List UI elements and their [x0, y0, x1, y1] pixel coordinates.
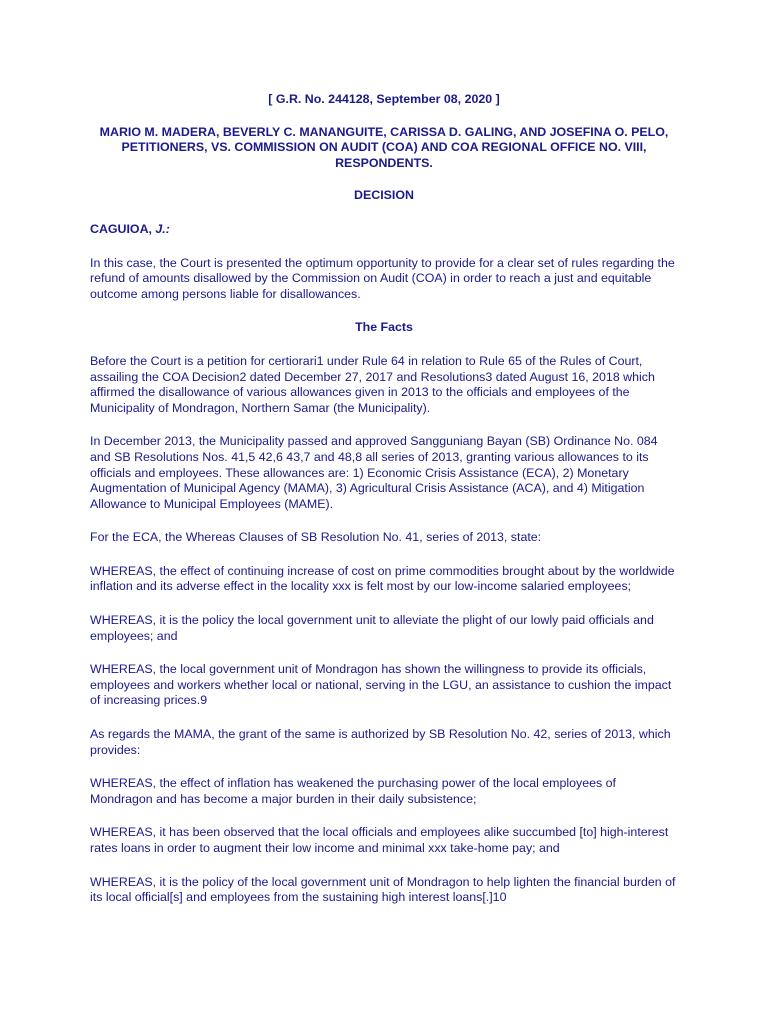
facts-heading: The Facts	[355, 320, 413, 335]
decision-heading: DECISION	[354, 188, 414, 203]
whereas-clause: WHEREAS, the local government unit of Mondragon has shown the willingness to provide its officials, employees and workers whether local or national, serving in the LGU, an assistance to cushion the impact of increasing prices.9	[90, 662, 672, 708]
ponente	[90, 222, 678, 238]
paragraph-mama-intro: As regards the MAMA, the grant of the same is authorized by SB Resolution No. 42, series of 2013, which provides:	[90, 727, 671, 757]
paragraph-eca-intro: For the ECA, the Whereas Clauses of SB Resolution No. 41, series of 2013, state:	[90, 530, 542, 545]
case-parties: MARIO M. MADERA, BEVERLY C. MANANGUITE, CARISSA D. GALING, AND JOSEFINA O. PELO, PETITIONERS, VS. COMMISSION ON AUDIT (COA) AND COA REGIONAL OFFICE NO. VIII, RESPONDENTS.	[99, 124, 669, 170]
whereas-clause: WHEREAS, it is the policy the local government unit to alleviate the plight of our lowly paid officials and employees; and	[90, 613, 654, 643]
paragraph-ordinance: In December 2013, the Municipality passed and approved Sangguniang Bayan (SB) Ordinance No. 084 and SB Resolutions Nos. 41,5 42,6 43,7 and 48,8 all series of 2013, granting various allowances to its officials and employees. These allowances are: 1) Economic Crisis Assistance (ECA), 2) Monetary Augmentation of Municipal Agency (MAMA), 3) Agricultural Crisis Assistance (ACA), and 4) Mitigation Allowance to Municipal Employees (MAME).	[90, 434, 658, 511]
ponente-title: J.:	[155, 221, 170, 236]
case-number: [ G.R. No. 244128, September 08, 2020 ]	[268, 92, 500, 106]
whereas-clause: WHEREAS, the effect of continuing increase of cost on prime commodities brought about by the worldwide inflation and its adverse effect in the locality xxx is felt most by our low-income salaried employees;	[90, 563, 675, 594]
intro-paragraph: In this case, the Court is presented the optimum opportunity to provide for a clear set of rules regarding the refund of amounts disallowed by the Commission on Audit (COA) in order to reach a just and equitable outcome among persons liable for disallowances.	[90, 255, 675, 301]
whereas-clause: WHEREAS, the effect of inflation has weakened the purchasing power of the local employees of Mondragon and has become a major burden in their daily subsistence;	[90, 776, 616, 806]
document-page	[90, 92, 678, 924]
whereas-clause: WHEREAS, it has been observed that the local officials and employees alike succumbed [to] high-interest rates loans in order to augment their low income and minimal xxx take-home pay; and	[90, 825, 669, 855]
whereas-clause: WHEREAS, it is the policy of the local government unit of Mondragon to help lighten the financial burden of its local official[s] and employees from the sustaining high interest loans[.]10	[90, 874, 676, 905]
paragraph-petition: Before the Court is a petition for certiorari1 under Rule 64 in relation to Rule 65 of the Rules of Court, assailing the COA Decision2 dated December 27, 2017 and Resolutions3 dated August 16, 2018 which affirmed the disallowance of various allowances given in 2013 to the officials and employees of the Municipality of Mondragon, Northern Samar (the Municipality).	[90, 353, 655, 415]
ponente-name: CAGUIOA,	[90, 221, 156, 236]
